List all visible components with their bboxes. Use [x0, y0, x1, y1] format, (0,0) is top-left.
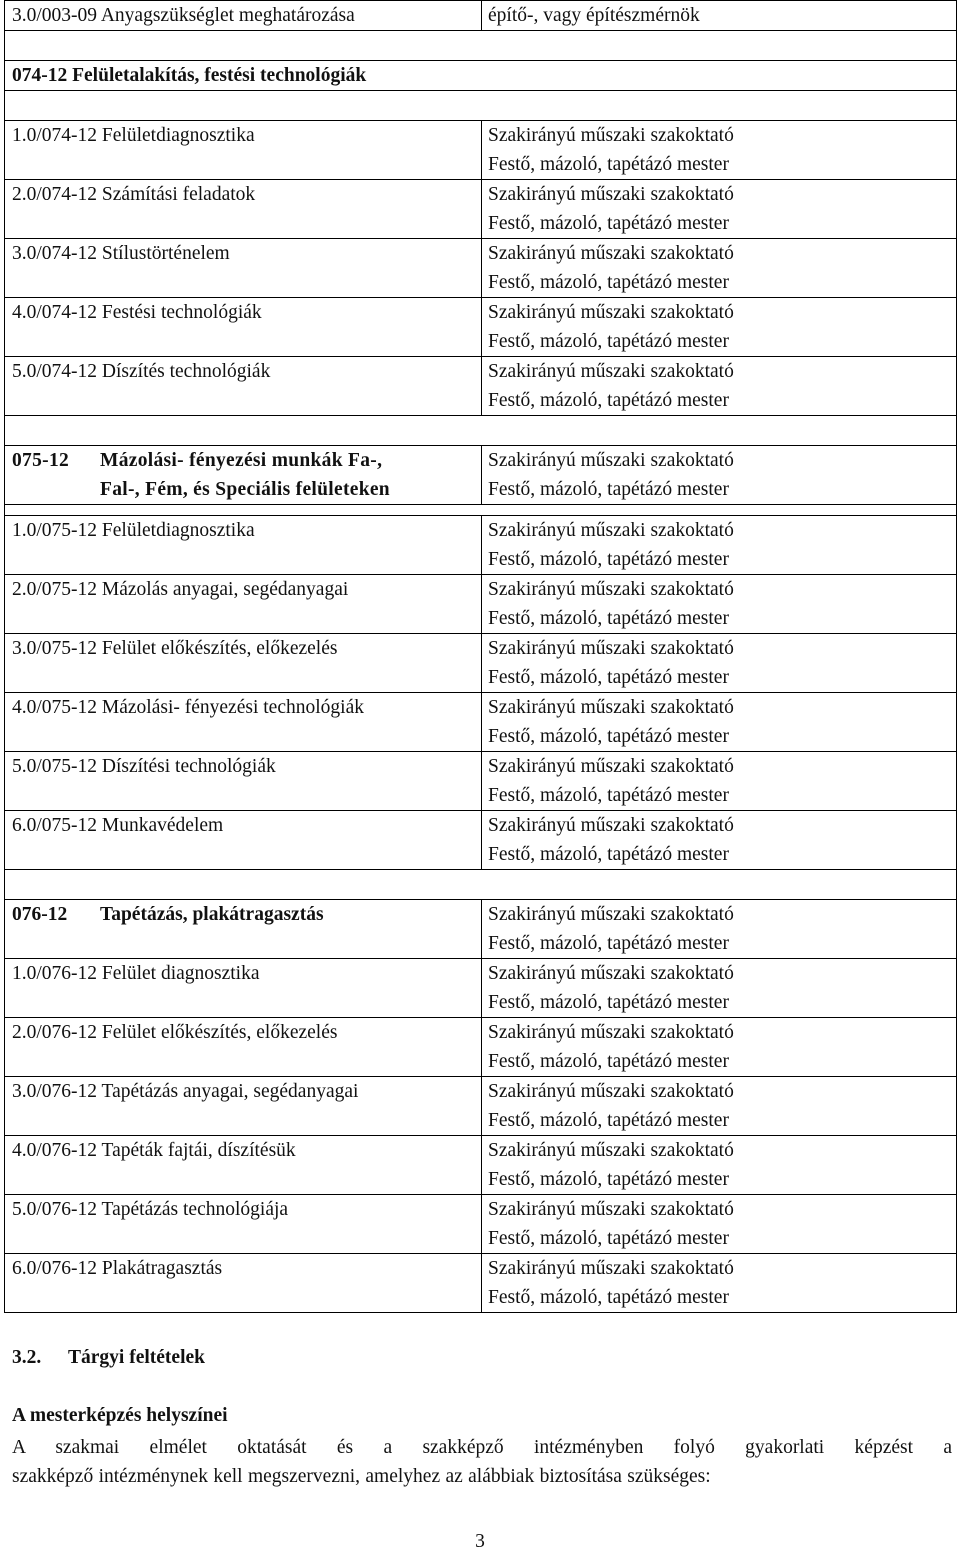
section-subtitle: A mesterképzés helyszínei	[12, 1405, 228, 1426]
subject-cell: 2.0/075-12 Mázolás anyagai, segédanyagai	[5, 575, 482, 634]
subject-cell: 1.0/076-12 Felület diagnosztika	[5, 959, 482, 1018]
table-row	[5, 811, 957, 870]
subject-cell: 6.0/075-12 Munkavédelem	[5, 811, 482, 870]
table-row	[5, 121, 957, 180]
teacher-cell: építő-, vagy építészmérnök	[482, 1, 957, 31]
table-row	[5, 634, 957, 693]
subject-cell: 4.0/075-12 Mázolási- fényezési technológiák	[5, 693, 482, 752]
paragraph-line-1: A szakmai elmélet oktatását és a szakképző intézményben folyó gyakorlati képzést a	[12, 1437, 952, 1458]
teacher-cell: Szakirányú műszaki szakoktató Festő, mázoló, tapétázó mester	[482, 1018, 957, 1077]
spacer-row	[5, 416, 957, 446]
section-title: 3.2. Tárgyi feltételek	[12, 1347, 205, 1368]
teacher-cell: Szakirányú műszaki szakoktató Festő, mázoló, tapétázó mester	[482, 121, 957, 180]
teacher-cell: Szakirányú műszaki szakoktató Festő, mázoló, tapétázó mester	[482, 575, 957, 634]
subject-cell: 3.0/074-12 Stílustörténelem	[5, 239, 482, 298]
teacher-cell: Szakirányú műszaki szakoktató Festő, mázoló, tapétázó mester	[482, 1195, 957, 1254]
teacher-cell: Szakirányú műszaki szakoktató Festő, mázoló, tapétázó mester	[482, 446, 957, 505]
subject-cell: 1.0/074-12 Felületdiagnosztika	[5, 121, 482, 180]
teacher-cell: Szakirányú műszaki szakoktató Festő, mázoló, tapétázó mester	[482, 900, 957, 959]
table-row	[5, 1, 957, 31]
subject-cell: 2.0/076-12 Felület előkészítés, előkezelés	[5, 1018, 482, 1077]
subject-cell: 5.0/074-12 Díszítés technológiák	[5, 357, 482, 416]
teacher-cell: Szakirányú műszaki szakoktató Festő, mázoló, tapétázó mester	[482, 693, 957, 752]
subject-cell: 1.0/075-12 Felületdiagnosztika	[5, 516, 482, 575]
page-number: 3	[475, 1531, 485, 1552]
table-row	[5, 446, 957, 505]
table-row	[5, 1077, 957, 1136]
spacer-row	[5, 870, 957, 900]
subject-cell: 5.0/075-12 Díszítési technológiák	[5, 752, 482, 811]
section-heading-074: 074-12 Felületalakítás, festési technológiák	[5, 61, 957, 91]
teacher-cell: Szakirányú műszaki szakoktató Festő, mázoló, tapétázó mester	[482, 959, 957, 1018]
subject-cell: 3.0/075-12 Felület előkészítés, előkezelés	[5, 634, 482, 693]
table-row	[5, 239, 957, 298]
teacher-cell: Szakirányú műszaki szakoktató Festő, mázoló, tapétázó mester	[482, 180, 957, 239]
spacer-row	[5, 31, 957, 61]
table-row	[5, 1018, 957, 1077]
section-heading-075: 075-12 Mázolási- fényezési munkák Fa-, Fal-, Fém, és Speciális felületeken	[5, 446, 482, 505]
paragraph-line-2: szakképző intézménynek kell megszervezni, amelyhez az alábbiak biztosítása szükséges:	[12, 1466, 711, 1487]
subject-cell: 4.0/074-12 Festési technológiák	[5, 298, 482, 357]
table-row	[5, 180, 957, 239]
teacher-cell: Szakirányú műszaki szakoktató Festő, mázoló, tapétázó mester	[482, 298, 957, 357]
table-row	[5, 1195, 957, 1254]
teacher-cell: Szakirányú műszaki szakoktató Festő, mázoló, tapétázó mester	[482, 1254, 957, 1313]
teacher-cell: Szakirányú műszaki szakoktató Festő, mázoló, tapétázó mester	[482, 634, 957, 693]
section-heading-076: 076-12 Tapétázás, plakátragasztás	[5, 900, 482, 959]
teacher-cell: Szakirányú műszaki szakoktató Festő, mázoló, tapétázó mester	[482, 516, 957, 575]
table-row	[5, 516, 957, 575]
table-row	[5, 61, 957, 91]
spacer-row	[5, 505, 957, 516]
teacher-cell: Szakirányú műszaki szakoktató Festő, mázoló, tapétázó mester	[482, 357, 957, 416]
table-row	[5, 752, 957, 811]
subject-cell: 4.0/076-12 Tapéták fajtái, díszítésük	[5, 1136, 482, 1195]
table-row	[5, 959, 957, 1018]
subject-cell: 5.0/076-12 Tapétázás technológiája	[5, 1195, 482, 1254]
curriculum-table	[4, 0, 957, 1313]
table-row	[5, 693, 957, 752]
table-row	[5, 1254, 957, 1313]
table-row	[5, 298, 957, 357]
teacher-cell: Szakirányú műszaki szakoktató Festő, mázoló, tapétázó mester	[482, 752, 957, 811]
table-row	[5, 900, 957, 959]
teacher-cell: Szakirányú műszaki szakoktató Festő, mázoló, tapétázó mester	[482, 1077, 957, 1136]
teacher-cell: Szakirányú műszaki szakoktató Festő, mázoló, tapétázó mester	[482, 811, 957, 870]
table-row	[5, 357, 957, 416]
subject-cell: 2.0/074-12 Számítási feladatok	[5, 180, 482, 239]
table-row	[5, 1136, 957, 1195]
subject-cell: 3.0/076-12 Tapétázás anyagai, segédanyagai	[5, 1077, 482, 1136]
teacher-cell: Szakirányú műszaki szakoktató Festő, mázoló, tapétázó mester	[482, 1136, 957, 1195]
subject-cell: 6.0/076-12 Plakátragasztás	[5, 1254, 482, 1313]
module-cell: 3.0/003-09 Anyagszükséglet meghatározása	[5, 1, 482, 31]
table-row	[5, 575, 957, 634]
teacher-cell: Szakirányú műszaki szakoktató Festő, mázoló, tapétázó mester	[482, 239, 957, 298]
spacer-row	[5, 91, 957, 121]
